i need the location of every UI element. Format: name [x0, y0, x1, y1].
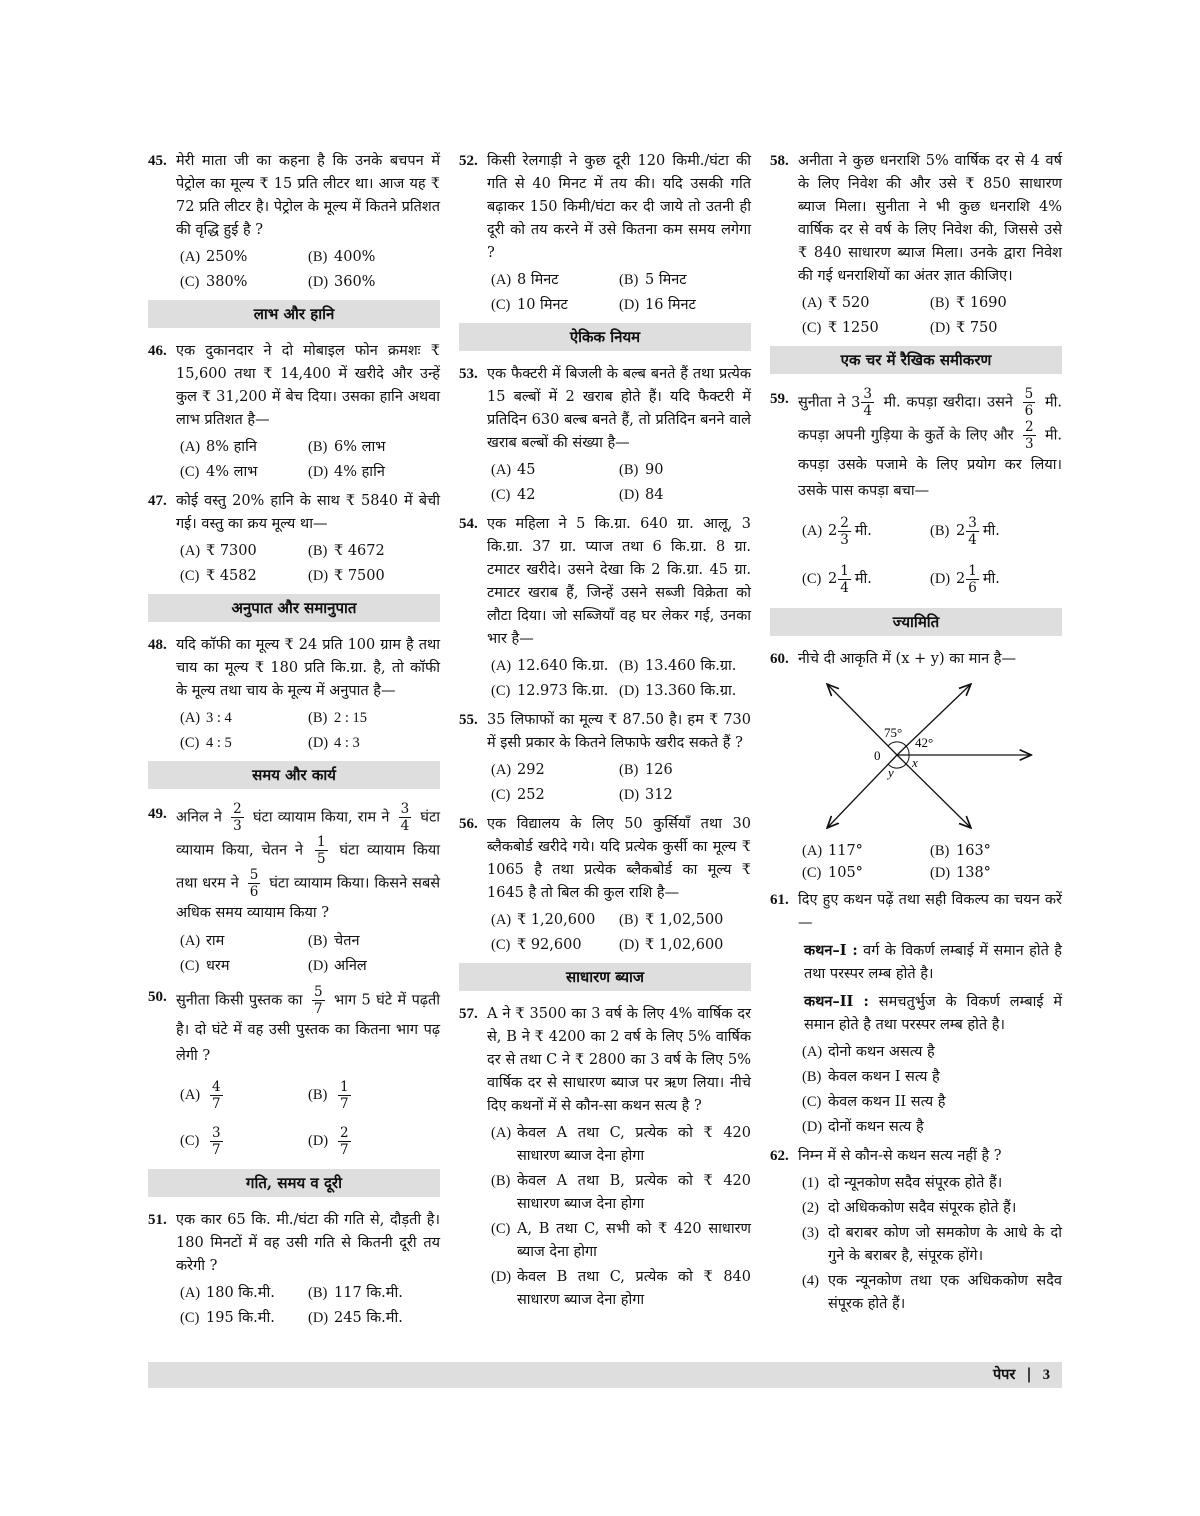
- question-text: कोई वस्तु 20% हानि के साथ ₹ 5840 में बेची गई। वस्तु का क्रय मूल्य था—: [176, 493, 440, 532]
- fraction: $\frac{5}{6}$: [1024, 386, 1034, 419]
- question-number: 56.: [459, 816, 478, 832]
- angle-label-75: 75°: [884, 725, 903, 740]
- option-c[interactable]: (C) $\frac{3}{7}$: [180, 1124, 221, 1158]
- question-text: एक फैक्टरी में बिजली के बल्ब बनते हैं तथा प्रत्येक 15 बल्बों में 2 खराब होते हैं। यदि फैक्टरी में प्रतिदिन 630 बल्ब बनते हैं, तो प्रतिदिन बनने वाले खराब बल्बों की संख्या है—: [487, 366, 751, 451]
- option-d[interactable]: (D) 13.360 कि.ग्रा.: [619, 683, 737, 699]
- section-heading: समय और कार्य: [148, 761, 440, 789]
- option-d[interactable]: (D) 4% हानि: [308, 464, 385, 480]
- options-60: [770, 841, 1062, 883]
- mixed-number: 3 $\frac{3}{4}$: [851, 386, 872, 419]
- section-heading: अनुपात और समानुपात: [148, 594, 440, 622]
- option-2[interactable]: (2) दो अधिककोण सदैव संपूरक होते हैं।: [802, 1200, 1017, 1216]
- footer-page: 3: [1042, 1367, 1050, 1383]
- option-d[interactable]: (D) 4 : 3: [308, 735, 360, 751]
- options-62: [770, 1172, 1062, 1316]
- question-45: [148, 150, 440, 242]
- option-b[interactable]: (B) ₹ 1690: [930, 295, 1007, 311]
- option-b[interactable]: (B) 126: [619, 762, 673, 778]
- options-58: [770, 292, 1062, 340]
- option-d[interactable]: (D) $\frac{2}{7}$: [308, 1124, 349, 1158]
- section-heading: लाभ और हानि: [148, 300, 440, 328]
- question-number: 52.: [459, 153, 478, 169]
- question-number: 57.: [459, 1006, 478, 1022]
- angle-label-42: 42°: [915, 735, 934, 750]
- option-b[interactable]: (B) 117 कि.मी.: [308, 1285, 403, 1301]
- option-a[interactable]: (A) 12.640 कि.ग्रा.: [491, 658, 609, 674]
- section-heading: एक चर में रैखिक समीकरण: [770, 346, 1062, 374]
- question-text: 35 लिफाफों का मूल्य ₹ 87.50 है। हम ₹ 730 में इसी प्रकार के कितने लिफाफे खरीद सकते हैं ?: [487, 712, 751, 751]
- option-b[interactable]: (B) केवल A तथा B, प्रत्येक को ₹ 420 साधारण ब्याज देना होगा: [491, 1173, 751, 1212]
- column-3: [770, 150, 1062, 1322]
- option-b[interactable]: (B) 400%: [308, 249, 376, 265]
- question-text: किसी रेलगाड़ी ने कुछ दूरी 120 किमी./घंटा की गति से 40 मिनट में तय की। यदि उसकी गति बढ़ाकर 150 किमी/घंटा कर दी जाये तो उतनी ही दूरी को तय करने में उसे कितना कम समय लगेगा ?: [487, 153, 751, 261]
- ray-upper-right: [897, 685, 970, 755]
- question-49: [148, 801, 440, 926]
- angle-figure: [802, 677, 1052, 837]
- option-a[interactable]: (A) 250%: [180, 249, 248, 265]
- option-c[interactable]: (C) 12.973 कि.ग्रा.: [491, 683, 609, 699]
- footer-label: पेपर: [992, 1366, 1016, 1383]
- section-heading: ज्यामिति: [770, 608, 1062, 636]
- question-57: [459, 1003, 751, 1118]
- section-heading: साधारण ब्याज: [459, 963, 751, 991]
- column-2: [459, 150, 751, 1318]
- option-a[interactable]: (A) दोनो कथन असत्य है: [802, 1044, 935, 1060]
- question-text: एक दुकानदार ने दो मोबाइल फोन क्रमशः ₹ 15,600 तथा ₹ 14,400 में खरीदे और उन्हें कुल ₹ 31,200 में बेच दिया। उसका हानि अथवा लाभ प्रतिशत है—: [176, 343, 440, 428]
- options-46: [148, 436, 440, 484]
- question-number: 55.: [459, 712, 478, 728]
- option-b[interactable]: (B) ₹ 4672: [308, 543, 385, 559]
- question-61: [770, 889, 1062, 935]
- question-text: एक कार 65 कि. मी./घंटा की गति से, दौड़ती है। 180 मिनटों में वह उसी गति से कितनी दूरी तय करेगी ?: [176, 1212, 440, 1274]
- question-number: 60.: [770, 651, 789, 667]
- options-47: [148, 540, 440, 588]
- option-a[interactable]: (A) 117°: [802, 843, 863, 859]
- options-51: [148, 1282, 440, 1330]
- options-48: [148, 707, 440, 755]
- options-50: [148, 1073, 440, 1163]
- question-text: मेरी माता जी का कहना है कि उनके बचपन में पेट्रोल का मूल्य ₹ 15 प्रति लीटर था। आज यह ₹ 72 प्रति लीटर है। पेट्रोल के मूल्य में कितने प्रतिशत की वृद्धि हुई है ?: [176, 153, 440, 238]
- question-number: 62.: [770, 1148, 789, 1164]
- option-d[interactable]: (D) 2 $\frac{1}{6}$ मी.: [930, 562, 1000, 596]
- option-c[interactable]: (C) केवल कथन II सत्य है: [802, 1094, 946, 1110]
- question-number: 59.: [770, 391, 789, 407]
- option-c[interactable]: (C) ₹ 4582: [180, 568, 257, 584]
- option-d[interactable]: (D) दोनों कथन सत्य है: [802, 1119, 924, 1135]
- option-d[interactable]: (D) अनिल: [308, 958, 367, 974]
- option-d[interactable]: (D) 360%: [308, 274, 376, 290]
- section-heading: ऐकिक नियम: [459, 323, 751, 351]
- option-c[interactable]: (C) ₹ 1250: [802, 320, 879, 336]
- options-59: [770, 508, 1062, 602]
- question-48: [148, 634, 440, 703]
- question-text: एक महिला ने 5 कि.ग्रा. 640 ग्रा. आलू, 3 कि.ग्रा. 37 ग्रा. प्याज तथा 6 कि.ग्रा. 8 ग्रा. टमाटर खरीदे। उसने देखा कि 2 कि.ग्रा. 45 ग्रा. टमाटर खराब हैं, जिन्हें उसने सब्जी विक्रेता को लौटा दिया। जो सब्जियाँ वह घर लेकर गई, उनका भार है—: [487, 516, 751, 647]
- question-number: 50.: [148, 989, 167, 1005]
- option-c[interactable]: (C) 105°: [802, 865, 863, 881]
- question-number: 46.: [148, 343, 167, 359]
- options-55: [459, 759, 751, 807]
- question-58: [770, 150, 1062, 288]
- option-c[interactable]: (C) 380%: [180, 274, 248, 290]
- ray-lower-left: [828, 755, 897, 827]
- option-d[interactable]: (D) ₹ 1,02,600: [619, 937, 724, 953]
- arc-x: [906, 755, 909, 764]
- question-number: 61.: [770, 892, 789, 908]
- fraction: $\frac{5}{6}$: [249, 867, 259, 900]
- option-c[interactable]: (C) 195 कि.मी.: [180, 1310, 275, 1326]
- option-a[interactable]: (A) 180 कि.मी.: [180, 1285, 275, 1301]
- option-a[interactable]: (A) 292: [491, 762, 545, 778]
- fraction: $\frac{3}{4}$: [400, 801, 410, 834]
- option-b[interactable]: (B) 90: [619, 462, 664, 478]
- option-b[interactable]: (B) 2 : 15: [308, 710, 368, 726]
- question-54: [459, 513, 751, 651]
- question-60: [770, 648, 1062, 671]
- fraction: $\frac{2}{3}$: [233, 801, 242, 834]
- fraction: $\frac{2}{3}$: [1024, 419, 1034, 452]
- question-number: 45.: [148, 153, 167, 169]
- options-52: [459, 269, 751, 317]
- option-d[interactable]: (D) 84: [619, 487, 664, 503]
- option-c[interactable]: (C) ₹ 92,600: [491, 937, 582, 953]
- option-a[interactable]: (A) $\frac{4}{7}$: [180, 1078, 221, 1112]
- option-a[interactable]: (A) 8 मिनट: [491, 272, 559, 288]
- options-53: [459, 459, 751, 507]
- question-number: 54.: [459, 516, 478, 532]
- footer-separator: |: [1026, 1366, 1032, 1383]
- column-1: [148, 150, 440, 1336]
- option-b[interactable]: (B) चेतन: [308, 933, 360, 949]
- question-text: निम्न में से कौन-से कथन सत्य नहीं है ?: [798, 1148, 1002, 1164]
- option-b[interactable]: (B) 2 $\frac{3}{4}$ मी.: [930, 514, 1000, 548]
- option-a[interactable]: (A) ₹ 520: [802, 295, 870, 311]
- options-49: [148, 930, 440, 978]
- option-c[interactable]: (C) 4 : 5: [180, 735, 232, 751]
- option-4[interactable]: (4) एक न्यूनकोण तथा एक अधिककोण सदैव संपूरक होते हैं।: [802, 1273, 1062, 1312]
- option-a[interactable]: (A) राम: [180, 933, 225, 949]
- option-a[interactable]: (A) केवल A तथा C, प्रत्येक को ₹ 420 साधारण ब्याज देना होगा: [491, 1125, 751, 1164]
- statement-2: कथन–II : समचतुर्भुज के विकर्ण लम्बाई में समान होते है तथा परस्पर लम्ब होते है।: [804, 993, 1062, 1033]
- section-heading: गति, समय व दूरी: [148, 1169, 440, 1197]
- question-50: [148, 984, 440, 1069]
- question-number: 48.: [148, 637, 167, 653]
- option-b[interactable]: (B) 163°: [930, 843, 991, 859]
- question-number: 47.: [148, 493, 167, 509]
- fraction: $\frac{1}{5}$: [316, 834, 326, 867]
- option-c[interactable]: (C) 252: [491, 787, 545, 803]
- option-b[interactable]: (B) 13.460 कि.ग्रा.: [619, 658, 737, 674]
- question-47: [148, 490, 440, 536]
- option-a[interactable]: (A) 3 : 4: [180, 710, 232, 726]
- options-57: [459, 1122, 751, 1312]
- question-62: [770, 1145, 1062, 1168]
- option-b[interactable]: (B) 6% लाभ: [308, 439, 386, 455]
- option-1[interactable]: (1) दो न्यूनकोण सदैव संपूरक होते हैं।: [802, 1175, 1003, 1191]
- page-number: [993, 1362, 1050, 1388]
- option-b[interactable]: (B) $\frac{1}{7}$: [308, 1078, 349, 1112]
- question-number: 49.: [148, 806, 167, 822]
- option-d[interactable]: (D) 245 कि.मी.: [308, 1310, 403, 1326]
- option-d[interactable]: (D) ₹ 750: [930, 320, 998, 336]
- option-c[interactable]: (C) 4% लाभ: [180, 464, 258, 480]
- options-61: [770, 1041, 1062, 1139]
- question-52: [459, 150, 751, 265]
- option-d[interactable]: (D) केवल B तथा C, प्रत्येक को ₹ 840 साधारण ब्याज देना होगा: [491, 1269, 751, 1308]
- question-number: 53.: [459, 366, 478, 382]
- option-b[interactable]: (B) ₹ 1,02,500: [619, 912, 724, 928]
- ray-lower-right: [897, 755, 970, 827]
- question-53: [459, 363, 751, 455]
- option-d[interactable]: (D) 312: [619, 787, 673, 803]
- question-text: सुनीता ने 3 $\frac{3}{4}$ मी. कपड़ा खरीदा। उसने $\frac{5}{6}$ मी. कपड़ा अपनी गुड़िया के कुर्ते के लिए और $\frac{2}{3}$ मी. कपड़ा उसके पजामे के लिए प्रयोग कर लिया। उसके पास कपड़ा बचा—: [798, 386, 1063, 499]
- option-d[interactable]: (D) 16 मिनट: [619, 297, 696, 313]
- option-b[interactable]: (B) केवल कथन I सत्य है: [802, 1069, 940, 1085]
- option-3[interactable]: (3) दो बराबर कोण जो समकोण के आधे के दो गुने के बराबर है, संपूरक होंगे।: [802, 1225, 1062, 1264]
- question-text: अनीता ने कुछ धनराशि 5% वार्षिक दर से 4 वर्ष के लिए निवेश की और उसे ₹ 850 साधारण ब्याज मिला। सुनीता ने भी कुछ धनराशि 4% वार्षिक दर से वर्ष के लिए निवेश की, जिससे उसे ₹ 840 साधारण ब्याज मिला। उनके द्वारा निवेश की गई धनराशियों का अंतर ज्ञात कीजिए।: [798, 153, 1062, 284]
- arc-75: [888, 742, 906, 746]
- option-d[interactable]: (D) ₹ 7500: [308, 568, 385, 584]
- ray-upper-left: [828, 685, 897, 755]
- options-54: [459, 655, 751, 703]
- option-c[interactable]: (C) 42: [491, 487, 536, 503]
- question-text: दिए हुए कथन पढ़ें तथा सही विकल्प का चयन करें—: [798, 892, 1062, 931]
- option-a[interactable]: (A) 2 $\frac{2}{3}$ मी.: [802, 514, 872, 548]
- question-number: 51.: [148, 1212, 167, 1228]
- arc-42: [906, 746, 909, 755]
- option-c[interactable]: (C) 2 $\frac{1}{4}$ मी.: [802, 562, 872, 596]
- option-b[interactable]: (B) 5 मिनट: [619, 272, 687, 288]
- option-a[interactable]: (A) 8% हानि: [180, 439, 257, 455]
- question-text: यदि कॉफी का मूल्य ₹ 24 प्रति 100 ग्राम है तथा चाय का मूल्य ₹ 180 प्रति कि.ग्रा. है, तो कॉफी के मूल्य तथा चाय के मूल्य में अनुपात है—: [176, 637, 440, 699]
- statement-1: कथन–I : वर्ग के विकर्ण लम्बाई में समान होते है तथा परस्पर लम्ब होते है।: [804, 942, 1062, 982]
- question-51: [148, 1209, 440, 1278]
- question-text: नीचे दी आकृति में (x + y) का मान है—: [798, 651, 1016, 667]
- options-56: [459, 909, 751, 957]
- fraction: $\frac{5}{7}$: [313, 984, 323, 1017]
- option-d[interactable]: (D) 138°: [930, 865, 991, 881]
- question-text: एक विद्यालय के लिए 50 कुर्सियाँ तथा 30 ब्लैकबोर्ड खरीदे गये। यदि प्रत्येक कुर्सी का मूल्य ₹ 1065 है तथा प्रत्येक ब्लैकबोर्ड का मूल्य ₹ 1645 है तो बिल की कुल राशि है—: [487, 816, 751, 901]
- option-a[interactable]: (A) 45: [491, 462, 536, 478]
- option-c[interactable]: (C) 10 मिनट: [491, 297, 568, 313]
- angle-label-x: x: [912, 755, 918, 770]
- question-text: अनिल ने $\frac{2}{3}$ घंटा व्यायाम किया, राम ने $\frac{3}{4}$ घंटा व्यायाम किया, चेतन ने $\frac{1}{5}$ घंटा व्यायाम किया तथा धरम ने $\frac{5}{6}$ घंटा व्यायाम किया। किसने सबसे अधिक समय व्यायाम किया ?: [176, 801, 441, 921]
- option-a[interactable]: (A) ₹ 7300: [180, 543, 257, 559]
- option-c[interactable]: (C) धरम: [180, 958, 230, 974]
- option-c[interactable]: (C) A, B तथा C, सभी को ₹ 420 साधारण ब्याज देना होगा: [491, 1221, 751, 1260]
- vertex-label: 0: [874, 748, 881, 763]
- question-number: 58.: [770, 153, 789, 169]
- options-45: [148, 246, 440, 294]
- question-text: सुनीता किसी पुस्तक का $\frac{5}{7}$ भाग 5 घंटे में पढ़ती है। दो घंटे में वह उसी पुस्तक का कितना भाग पढ़ लेगी ?: [176, 984, 441, 1064]
- option-a[interactable]: (A) ₹ 1,20,600: [491, 912, 596, 928]
- angle-label-y: y: [888, 765, 894, 780]
- question-text: A ने ₹ 3500 का 3 वर्ष के लिए 4% वार्षिक दर से, B ने ₹ 4200 का 2 वर्ष के लिए 5% वार्षिक दर से तथा C ने ₹ 2800 का 3 वर्ष के लिए 5% वार्षिक दर से साधारण ब्याज पर ऋण लिया। नीचे दिए कथनों में से कौन-सा कथन सत्य है ?: [487, 1006, 751, 1114]
- question-59: [770, 386, 1062, 504]
- page-footer: [148, 1362, 1062, 1388]
- question-46: [148, 340, 440, 432]
- question-56: [459, 813, 751, 905]
- question-55: [459, 709, 751, 755]
